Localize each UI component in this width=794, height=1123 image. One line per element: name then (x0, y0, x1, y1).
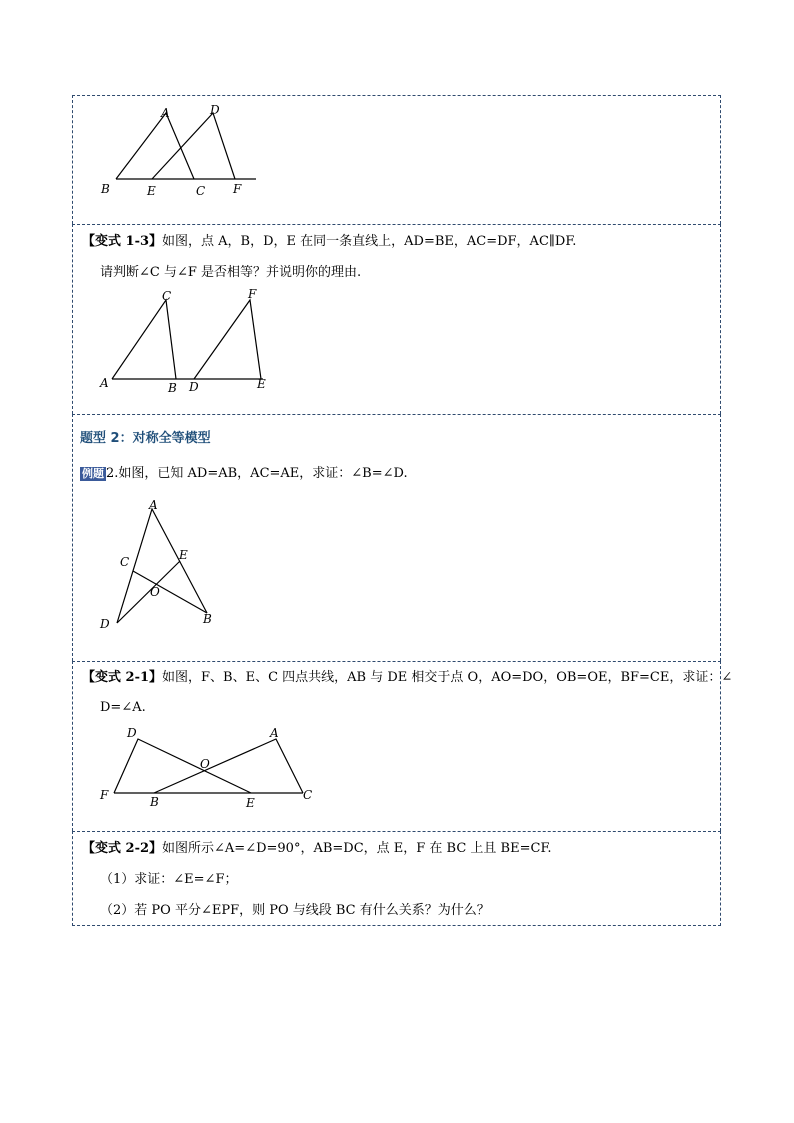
label-a: A (100, 376, 109, 390)
exercise-2-1-statement-cont: D=∠A. (100, 700, 146, 715)
label-a: A (161, 106, 170, 120)
label-e: E (257, 377, 266, 391)
label-a: A (149, 498, 158, 512)
triangle-edf (152, 113, 235, 179)
label-c: C (120, 555, 130, 569)
label-c: C (196, 184, 206, 198)
exercise-2-2-statement: 【变式 2-2】如图所示∠A=∠D=90°，AB=DC，点 E，F 在 BC 上且 BE=CF. (82, 841, 552, 856)
label-f: F (233, 182, 242, 196)
triangle-figure-4 (98, 722, 358, 822)
triangle-dfe (194, 300, 261, 379)
label-c: C (162, 289, 172, 303)
label-d: D (189, 380, 199, 394)
label-e: E (246, 796, 255, 810)
exercise-tag: 【变式 1-3】 (82, 234, 163, 249)
exercise-2-1-statement: 【变式 2-1】如图，F、B、E、C 四点共线，AB 与 DE 相交于点 O，AO=DO，OB=OE，BF=CE，求证：∠ (82, 670, 733, 685)
example-badge: 例题 (82, 467, 104, 480)
label-o: O (150, 585, 160, 599)
exercise-2-2-question-1: （1）求证：∠E=∠F； (100, 872, 238, 887)
label-d: D (127, 726, 137, 740)
label-f: F (100, 788, 109, 802)
triangle-figure-1 (98, 101, 298, 211)
section-heading: 题型 2：对称全等模型 (80, 431, 211, 446)
label-b: B (150, 795, 159, 809)
triangle-acb (112, 300, 176, 379)
label-o: O (200, 757, 210, 771)
label-f: F (248, 287, 257, 301)
label-e: E (147, 184, 156, 198)
triangle-fde (114, 739, 251, 793)
type-2-example-box (72, 414, 721, 661)
exercise-1-3-question: 请判断∠C 与∠F 是否相等？并说明你的理由. (100, 265, 362, 280)
figure-box-1 (72, 95, 721, 224)
exercise-2-2-question-2: （2）若 PO 平分∠EPF，则 PO 与线段 BC 有什么关系？为什么？ (100, 903, 490, 918)
exercise-1-3-box (72, 224, 721, 414)
exercise-2-2-box (72, 831, 721, 926)
label-b: B (168, 381, 177, 395)
exercise-2-1-box (72, 661, 733, 831)
label-a: A (270, 726, 279, 740)
label-b: B (101, 182, 110, 196)
label-d: D (210, 103, 220, 117)
triangle-figure-3 (93, 495, 293, 635)
example-statement: 例题 2.如图，已知 AD=AB，AC=AE，求证：∠B=∠D. (82, 466, 408, 481)
exercise-tag: 【变式 2-1】 (82, 670, 163, 685)
label-e: E (179, 548, 188, 562)
label-c: C (303, 788, 313, 802)
triangle-bac (154, 739, 303, 793)
label-b: B (203, 612, 212, 626)
triangle-figure-2 (98, 285, 298, 395)
exercise-tag: 【变式 2-2】 (82, 841, 163, 856)
exercise-1-3-statement: 【变式 1-3】如图，点 A，B，D，E 在同一条直线上，AD=BE，AC=DF，AC∥DF. (82, 234, 577, 249)
label-d: D (100, 617, 110, 631)
